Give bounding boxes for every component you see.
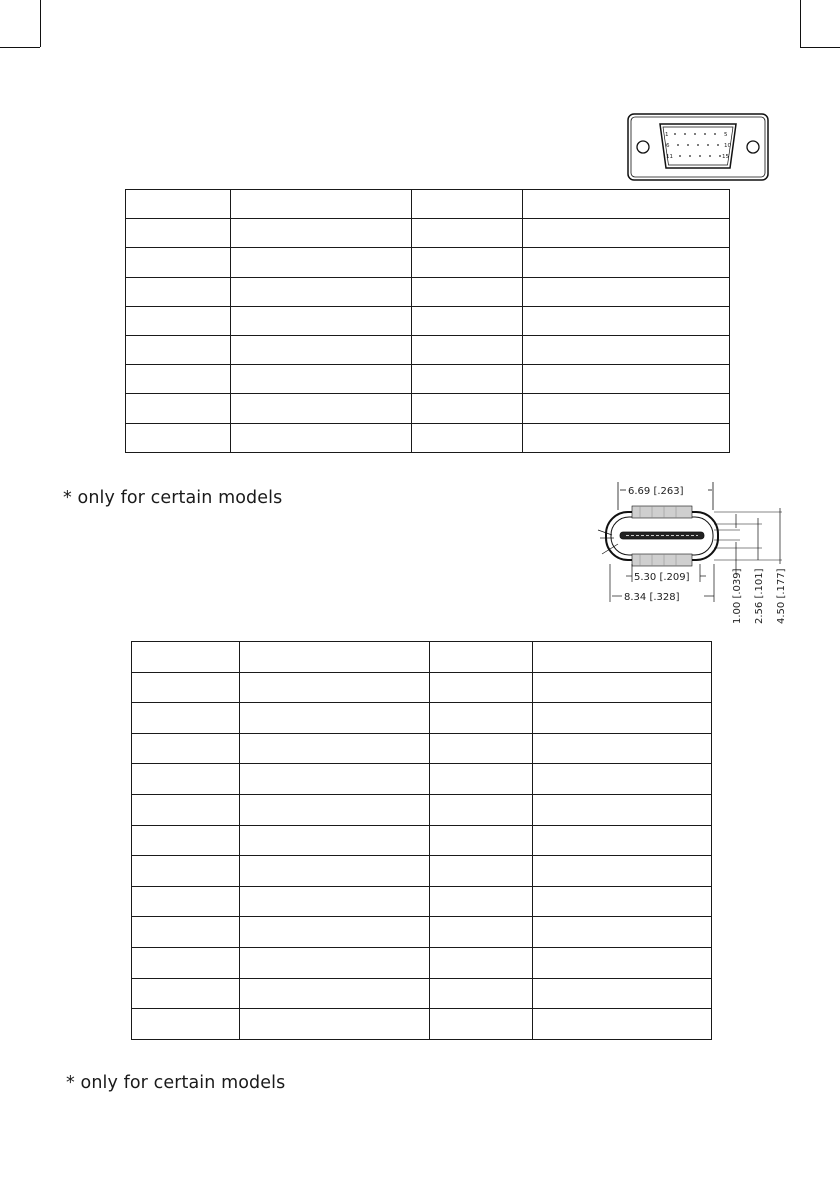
table-cell [533,947,712,978]
vga-pin-table [125,189,730,453]
table-cell [430,947,533,978]
table-cell [132,733,240,764]
table-cell [412,394,523,423]
table-cell [430,794,533,825]
table-cell [523,219,730,248]
vga-connector-figure [626,112,770,182]
table-cell [412,248,523,277]
table-cell [231,219,412,248]
table-cell [523,248,730,277]
table-row [132,672,712,703]
usbc-connector-figure [596,478,796,628]
table-cell [533,672,712,703]
table-cell [430,856,533,887]
table-cell [132,917,240,948]
usbc-dim-top-width: 6.69 [.263] [628,486,684,497]
table-cell [523,277,730,306]
table-cell [231,365,412,394]
table-row [126,394,730,423]
crop-mark-left-v [40,0,41,47]
table-cell [132,978,240,1009]
table-cell [430,642,533,673]
table-cell [430,886,533,917]
table-cell [132,642,240,673]
table-cell [430,1009,533,1040]
table-row [132,825,712,856]
table-cell [240,764,430,795]
table-cell [533,794,712,825]
table-cell [126,394,231,423]
table-cell [412,277,523,306]
table-cell [126,248,231,277]
table-cell [126,306,231,335]
table-row [132,1009,712,1040]
table-row [126,219,730,248]
table-cell [412,306,523,335]
table-cell [126,335,231,364]
table-cell [240,978,430,1009]
usbc-dim-height-3: 4.50 [.177] [776,568,787,624]
table-cell [533,1009,712,1040]
table-cell [523,335,730,364]
table-cell [132,794,240,825]
table-cell [126,365,231,394]
table-cell [231,394,412,423]
table-row [126,190,730,219]
usbc-dim-outer-width: 8.34 [.328] [624,592,680,603]
table-cell [231,306,412,335]
table-cell [533,856,712,887]
usbc-dim-height-1: 1.00 [.039] [732,568,743,624]
table-cell [240,886,430,917]
table-cell [533,978,712,1009]
table-cell [132,856,240,887]
usbc-dim-height-2: 2.56 [.101] [754,568,765,624]
table-cell [126,277,231,306]
table-cell [430,733,533,764]
table-row [132,642,712,673]
table-cell [533,764,712,795]
table-cell [231,335,412,364]
table-cell [240,703,430,734]
table-row [126,423,730,452]
crop-mark-right-v [800,0,801,47]
table-row [126,335,730,364]
table-cell [430,917,533,948]
table-cell [132,947,240,978]
table-row [126,248,730,277]
table-cell [231,190,412,219]
table-cell [132,1009,240,1040]
table-cell [523,306,730,335]
table-cell [231,277,412,306]
table-cell [126,219,231,248]
pin-label-6: 6 [666,143,670,149]
usbc-pin-table [131,641,712,1040]
table-cell [231,423,412,452]
table-cell [126,423,231,452]
table-row [132,703,712,734]
crop-mark-right-h [800,47,840,48]
table-cell [412,190,523,219]
pin-label-5: 5 [724,132,728,138]
table-cell [430,672,533,703]
table-cell [240,642,430,673]
table-row [126,306,730,335]
vga-footnote: * only for certain models [63,488,283,508]
pin-label-10: 10 [724,143,731,149]
table-row [132,947,712,978]
table-cell [412,335,523,364]
table-cell [533,642,712,673]
table-row [132,886,712,917]
table-cell [412,365,523,394]
table-cell [430,764,533,795]
table-cell [412,219,523,248]
usbc-footnote: * only for certain models [66,1073,286,1093]
table-cell [533,825,712,856]
table-cell [240,672,430,703]
table-cell [533,733,712,764]
table-cell [412,423,523,452]
table-cell [126,190,231,219]
table-cell [430,978,533,1009]
pin-label-1: 1 [665,132,669,138]
table-cell [240,917,430,948]
table-row [126,365,730,394]
usbc-dim-inner-width: 5.30 [.209] [634,572,690,583]
table-cell [132,825,240,856]
pin-label-11: 11 [666,154,673,160]
table-cell [132,764,240,795]
table-cell [523,190,730,219]
table-cell [132,886,240,917]
table-cell [523,423,730,452]
table-cell [240,856,430,887]
table-row [132,917,712,948]
table-cell [523,394,730,423]
pin-label-15: 15 [722,154,729,160]
table-cell [523,365,730,394]
table-row [132,856,712,887]
table-cell [231,248,412,277]
table-row [132,978,712,1009]
table-cell [240,947,430,978]
table-row [132,794,712,825]
crop-mark-left-h [0,47,40,48]
table-cell [240,825,430,856]
table-cell [240,794,430,825]
table-cell [240,1009,430,1040]
table-cell [240,733,430,764]
table-cell [132,672,240,703]
table-cell [430,825,533,856]
table-cell [533,886,712,917]
table-cell [533,703,712,734]
table-cell [132,703,240,734]
table-cell [430,703,533,734]
table-row [132,764,712,795]
table-cell [533,917,712,948]
table-row [126,277,730,306]
table-row [132,733,712,764]
